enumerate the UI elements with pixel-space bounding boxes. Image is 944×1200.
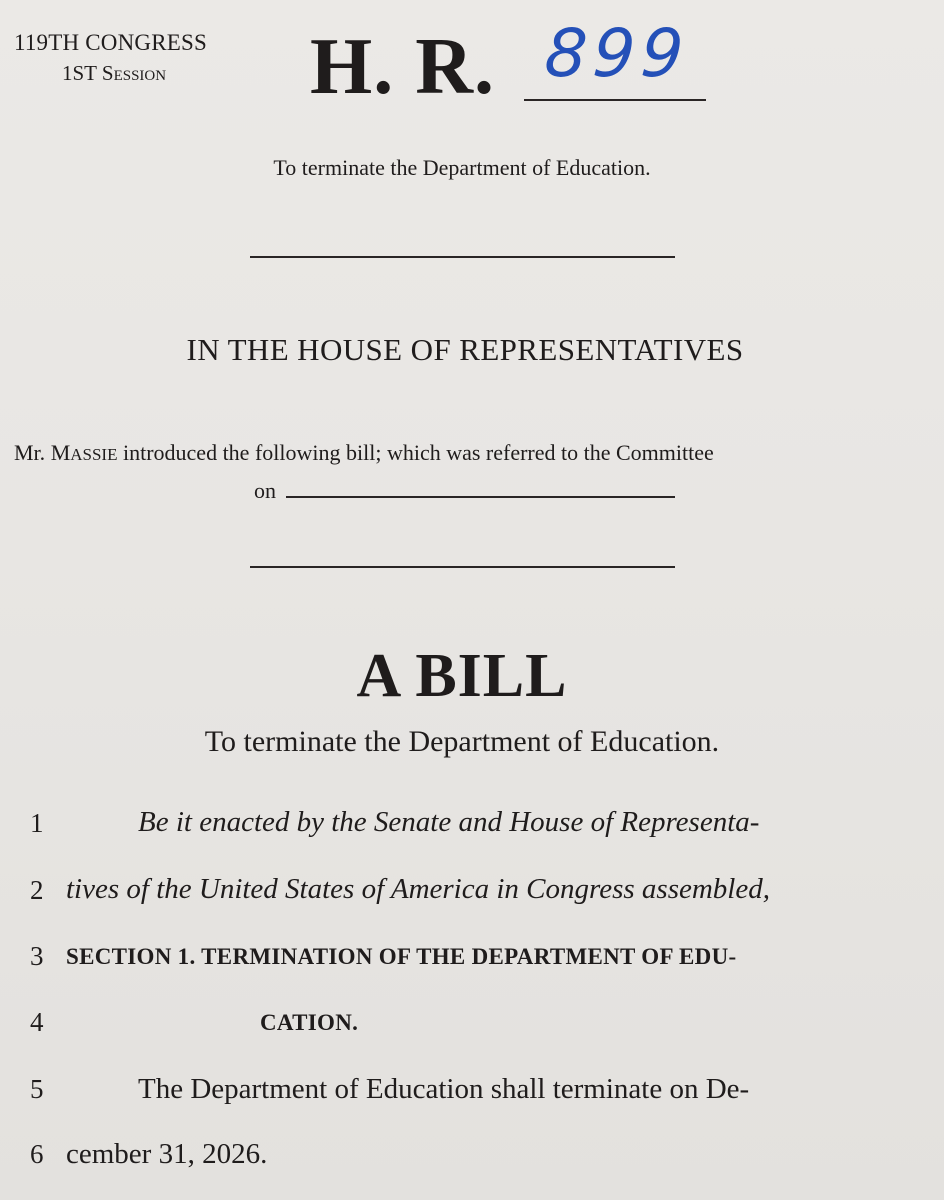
line-number: 3 (30, 941, 44, 971)
line-number: 6 (30, 1139, 44, 1169)
congress-label: 119TH CONGRESS (14, 30, 207, 55)
session-label (62, 60, 166, 89)
chamber-heading: IN THE HOUSE OF REPRESENTATIVES (186, 332, 744, 367)
bill-number-handwritten: 899 (542, 15, 692, 92)
line-number: 2 (30, 875, 44, 905)
bill-title: A BILL (356, 642, 568, 710)
section-heading-line: SECTION 1. TERMINATION OF THE DEPARTMENT OF EDU- (66, 944, 737, 969)
enacting-clause-line: Be it enacted by the Senate and House of Representa- (138, 806, 760, 838)
line-number: 1 (30, 808, 44, 838)
divider-rule (250, 566, 675, 568)
section-text-line: cember 31, 2026. (66, 1138, 268, 1170)
sponsor-prefix: Mr. (14, 440, 46, 465)
line-number: 4 (30, 1007, 44, 1037)
divider-rule (250, 256, 675, 258)
session-word-rest: ESSION (113, 68, 167, 84)
sponsor-rest: ASSIE (70, 445, 118, 464)
long-title: To terminate the Department of Education. (204, 725, 720, 758)
sponsor-cap: M (50, 440, 71, 465)
bill-label: H. R. (310, 23, 495, 111)
session-number: 1ST (62, 61, 97, 85)
section-text-line: The Department of Education shall terminate on De- (138, 1073, 750, 1105)
committee-on-label: on (254, 478, 276, 503)
introduction-line (14, 440, 714, 466)
section-heading-line: CATION. (260, 1010, 359, 1035)
line-number: 5 (30, 1074, 44, 1104)
short-title: To terminate the Department of Education. (273, 155, 651, 180)
session-word-cap: S (101, 61, 114, 85)
bill-number-underline (524, 99, 706, 101)
enacting-clause-line: tives of the United States of America in Congress assembled, (66, 873, 770, 905)
introduction-text: introduced the following bill; which was referred to the Committee (122, 440, 714, 465)
committee-blank-line (286, 496, 675, 498)
